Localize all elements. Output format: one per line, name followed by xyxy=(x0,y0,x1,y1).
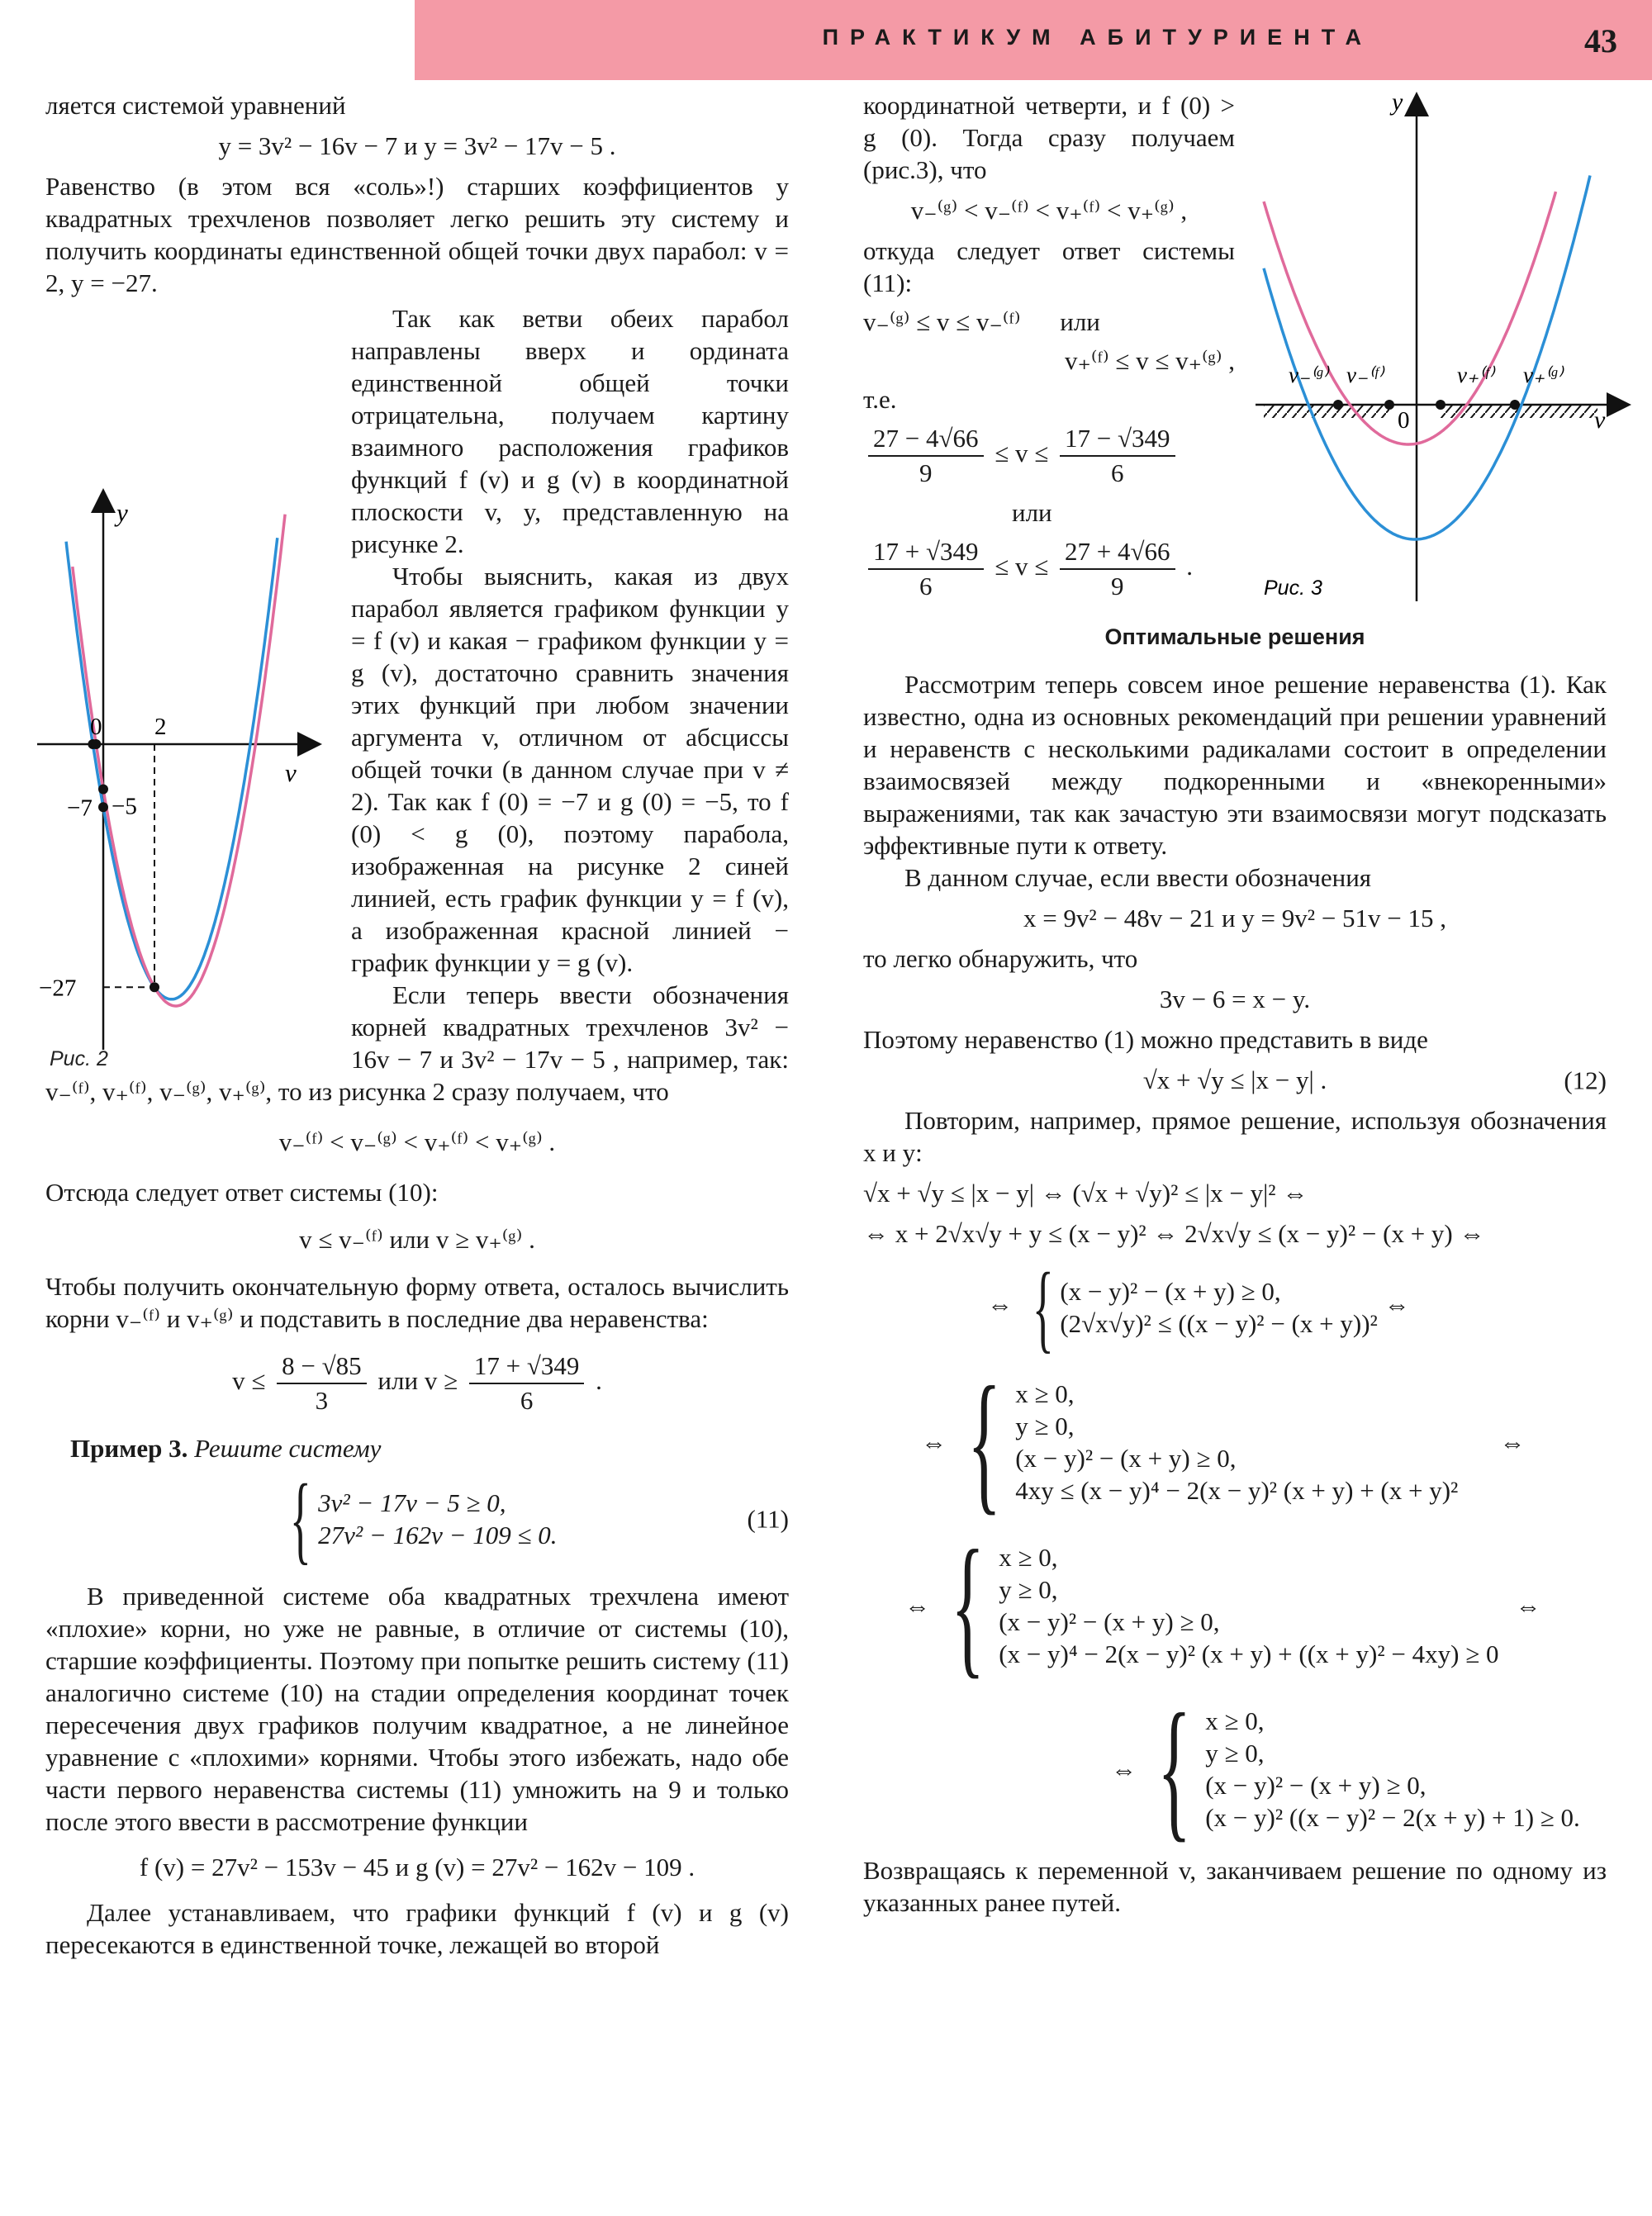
paragraph: Рассмотрим теперь совсем иное решение неравенства (1). Как известно, одна из основных рекомендаций при решении уравнений и неравенств с несколькими радикалами состоит в определении взаимосвязей между подкоренными и «внекоренными» выражениями, так как зачастую эти взаимосвязи могут подсказать эффективные пути к ответу. xyxy=(863,670,1607,860)
system-step-2: ⇔ { x ≥ 0, y ≥ 0, (x − y)² − (x + y) ≥ 0, 4xy ≤ (x − y)⁴ − 2(x − y)² (x + y) + (x + y)² ⇔ xyxy=(921,1355,1526,1529)
equation: v₋⁽ᶠ⁾ < v₋⁽ᵍ⁾ < v₊⁽ᶠ⁾ < v₊⁽ᵍ⁾ . xyxy=(278,1127,556,1156)
hatched-interval-left xyxy=(1264,405,1389,418)
equation-12: √x + √y ≤ |x − y| . (12) xyxy=(1142,1065,1607,1094)
system-step-3: ⇔ { x ≥ 0, y ≥ 0, (x − y)² − (x + y) ≥ 0, (x − y)⁴ − 2(x − y)² (x + y) + ((x + y)² − 4xy) ≥ 0 ⇔ xyxy=(904,1519,1541,1692)
system-step-1: ⇔ { (x − y)² − (x + y) ≥ 0, (2√x√y)² ≤ ((x − y)² − (x + y))² ⇔ xyxy=(987,1252,1410,1362)
figure-caption: Рис. 2 xyxy=(50,1047,108,1070)
root-label: v₋⁽ᶠ⁾ xyxy=(1346,363,1384,387)
paragraph: Повторим, например, прямое решение, используя обозначения x и y: xyxy=(863,1106,1607,1167)
paragraph: то легко обнаружить, что xyxy=(863,944,1138,973)
figure-2 xyxy=(37,302,343,1062)
paragraph: В приведенной системе оба квадратных трехчлена имеют «плохие» корни, но уже не равные, в отличие от системы (10), старшие коэффициенты. Поэтому при попытке решить систему (11) аналогично системе (10) на стадии определения координат точек пересечения двух графиков получим квадратное, а не линейное уравнение с «плохими» корнями. Чтобы этого избежать, надо обе части первого неравенства системы (11) умножить на 9 и только после этого ввести в рассмотрение функции xyxy=(45,1582,789,1836)
paragraph: Далее устанавливаем, что графики функций f (v) и g (v) пересекаются в единственной точке, лежащей во второй xyxy=(45,1898,789,1959)
equivalence-chain: ⇔ x + 2√x√y + y ≤ (x − y)² ⇔ 2√x√y ≤ (x − y)² − (x + y) ⇔ xyxy=(863,1219,1485,1248)
section-heading: Оптимальные решения xyxy=(1104,624,1365,649)
paragraph: т.е. xyxy=(863,385,897,414)
running-title: ПРАКТИКУМ АБИТУРИЕНТА xyxy=(822,25,1373,50)
equation: 3v − 6 = x − y. xyxy=(1159,985,1311,1013)
paragraph: Возвращаясь к переменной v, заканчиваем решение по одному из указанных ранее путей. xyxy=(863,1856,1607,1917)
y-axis-label: y xyxy=(1392,89,1403,116)
figure-3 xyxy=(1247,89,1635,618)
paragraph: координатной четверти, и f (0) > g (0). Тогда сразу получаем (рис.3), что xyxy=(863,91,1235,184)
tick-label-y: −7 xyxy=(67,795,93,822)
point-root-g-plus xyxy=(1510,400,1520,410)
example-heading: Пример 3. Решите систему xyxy=(70,1434,382,1463)
paragraph: Так как ветви обеих парабол направлены вверх и ордината единственной общей точки отрицательна, получаем картину взаимного расположения графиков функций f (v) и g (v) в координатной плоскости v, y, представленную на рисунке 2. xyxy=(351,304,789,558)
page-number: 43 xyxy=(1584,22,1617,59)
curve-g xyxy=(73,515,285,1006)
paragraph: Чтобы выяснить, какая из двух парабол является графиком функции y = f (v) и какая − графиком функции y = g (v), достаточно сравнить значения этих функций при любом значении аргумента v, отличном от абсциссы общей точки (в данном случае при v ≠ 2). Так как f (0) = −7 и g (0) = −5, то f (0) < g (0), поэтому парабола, изображенная на рисунке 2 синей линией, есть график функции y = f (v), а изображенная красной линией − график функции y = g (v). xyxy=(351,562,789,977)
paragraph: Отсюда следует ответ системы (10): xyxy=(45,1178,439,1207)
equation-number: (12) xyxy=(1564,1065,1607,1094)
paragraph: Чтобы получить окончательную форму ответа, осталось вычислить корни v₋⁽ᶠ⁾ и v₊⁽ᵍ⁾ и подставить в последние два неравенства: xyxy=(45,1272,789,1333)
figure-3-plot xyxy=(1247,89,1635,618)
origin-label: 0 xyxy=(90,714,102,740)
curve-g xyxy=(1264,176,1590,540)
fraction: $\frac{8 - √85}{3}$ xyxy=(277,1350,367,1417)
paragraph: ляется системой уравнений xyxy=(45,91,346,120)
origin-label: 0 xyxy=(1398,407,1410,434)
point-root-f-minus xyxy=(1384,400,1394,410)
x-axis-label: v xyxy=(285,758,297,787)
system-step-4: ⇔ { x ≥ 0, y ≥ 0, (x − y)² − (x + y) ≥ 0, (x − y)² ((x − y)² − 2(x + y) + 1) ≥ 0. xyxy=(1111,1682,1580,1856)
root-label: v₊⁽ᵍ⁾ xyxy=(1523,363,1563,387)
y-axis-label: y xyxy=(116,498,128,527)
left-column xyxy=(39,89,789,1961)
point-y-minus7 xyxy=(98,802,108,812)
equation: f (v) = 27v² − 153v − 45 и g (v) = 27v² − 162v − 109 . xyxy=(139,1853,695,1881)
point-root-g-minus xyxy=(1333,400,1343,410)
equation: v₋⁽ᵍ⁾ < v₋⁽ᶠ⁾ < v₊⁽ᶠ⁾ < v₊⁽ᵍ⁾ , xyxy=(910,196,1188,225)
point-root-f-plus xyxy=(1436,400,1446,410)
point-root-g xyxy=(91,739,101,749)
right-column: координатной четверти, и f (0) > g (0). Тогда сразу получаем (рис.3), что v₋⁽ᵍ⁾ < v₋⁽ᶠ⁾ < v₊⁽ᶠ⁾ < v₊⁽ᵍ⁾ , откуда следует ответ системы (11): v₋⁽ᵍ⁾ ≤ v ≤ v₋⁽ᶠ⁾ или v₊⁽ᶠ⁾ ≤ v ≤ v₊⁽ᵍ⁾ , т.е. $\frac{27 - 4√66}{9}$ ≤ v ≤ $\frac{17 - √349}{6}$ или $\frac{17 + √349}{6}$ ≤ v ≤ $\frac{27 + 4√66}{9}$ . Оптимальные решения Рассмотрим теперь совсем иное решение неравенства (1). Как известно, одна из основных рекомендаций при решении уравнений и неравенств с несколькими радикалами состоит в определении взаимосвязей между подкоренными и «внекоренными» выражениями, так как зачастую эти взаимосвязи могут подсказать эффективные пути к ответу. В данном случае, если ввести обозначения x = 9v² − 48v − 21 и y = 9v² − 51v − 15 , то легко обнаружить, что 3v − 6 = x − y. Поэтому неравенство (1) можно представить в виде √x + √y ≤ |x − y| . (12) Повторим, например, прямое решение, используя обозначения x и y: √x + √y ≤ |x − y| ⇔ (√x + √y)² ≤ |x − y|² ⇔ ⇔ x + 2√x√y + y ≤ (x − y)² ⇔ 2√x√y ≤ (x − y)² − (x + y) ⇔ ⇔ { (x − y)² − (x + y) ≥ 0, (2√x√y)² ≤ ((x − y)² − (x + y))² ⇔ ⇔ { x ≥ 0, y ≥ 0, (x − y)² − (x + y) ≥ 0, 4xy ≤ (x − y)⁴ − 2(x − y)² (x + y) + (x + y)² ⇔ ⇔ { x ≥ 0, y ≥ 0, (x − y)² − (x + y) ≥ 0, (x − y)⁴ − 2(x − y)² (x + y) + ((x + y)² − 4xy) ≥ 0 ⇔ ⇔ { x ≥ 0, y ≥ 0, (x − y)² − (x + y) ≥ 0, (x − y)² ((x − y)² − 2(x + y) + 1) ≥ 0. Возвращаясь к переменной v, заканчиваем решение по одному из указанных ранее путей. xyxy=(863,91,1607,1917)
curve-f xyxy=(66,538,278,999)
equation: y = 3v² − 16v − 7 и y = 3v² − 17v − 5 . xyxy=(218,131,616,160)
fraction: $\frac{17 + √349}{6}$ xyxy=(469,1350,585,1417)
equation-answer: v ≤ $\frac{8 - √85}{3}$ или v ≥ $\frac{17 + √349}{6}$ . xyxy=(45,1350,789,1417)
paragraph: Если теперь ввести обозначения корней квадратных трехчленов 3v² − 16v − 7 и 3v² − 17v − 5 , например, так: v₋⁽ᶠ⁾, v₊⁽ᶠ⁾, v₋⁽ᵍ⁾, v₊⁽ᵍ⁾, то из рисунка 2 сразу получаем, что xyxy=(45,980,789,1106)
answer-interval-1: $\frac{27 - 4√66}{9}$ ≤ v ≤ $\frac{17 - √349}{6}$ xyxy=(863,422,1235,490)
equation: v₊⁽ᶠ⁾ ≤ v ≤ v₊⁽ᵍ⁾ , xyxy=(1065,346,1235,375)
header-band xyxy=(415,0,1652,80)
root-label: v₋⁽ᵍ⁾ xyxy=(1289,363,1328,387)
x-axis-label: v xyxy=(1594,406,1606,434)
paragraph: В данном случае, если ввести обозначения xyxy=(904,863,1372,892)
point-y-minus5 xyxy=(98,785,108,795)
equation-number: (11) xyxy=(747,1504,789,1534)
brace: { xyxy=(290,1464,312,1573)
tick-label-y: −5 xyxy=(112,793,137,820)
equation: v₋⁽ᵍ⁾ ≤ v ≤ v₋⁽ᶠ⁾ или xyxy=(863,307,1100,336)
equation: x = 9v² − 48v − 21 и y = 9v² − 51v − 15 , xyxy=(1023,904,1447,932)
paragraph: Равенство (в этом вся «соль»!) старших коэффициентов у квадратных трехчленов позволяет легко решить эту систему и получить координаты единственной общей точки двух парабол: v = 2, y = −27. xyxy=(45,172,789,297)
figure-2-plot xyxy=(37,302,343,1062)
answer-interval-2: $\frac{17 + √349}{6}$ ≤ v ≤ $\frac{27 + 4√66}{9}$ . xyxy=(863,535,1235,603)
point-common xyxy=(150,982,159,992)
figure-caption: Рис. 3 xyxy=(1264,577,1322,600)
tick-label-x: 2 xyxy=(154,714,167,740)
tick-label-y: −27 xyxy=(39,975,77,1002)
paragraph: откуда следует ответ системы (11): xyxy=(863,236,1235,297)
equivalence-chain: √x + √y ≤ |x − y| ⇔ (√x + √y)² ≤ |x − y|² ⇔ xyxy=(863,1179,1308,1208)
system-11: { 3v² − 17v − 5 ≥ 0, 27v² − 162v − 109 ≤ 0. (11) xyxy=(290,1464,789,1573)
root-label: v₊⁽ᶠ⁾ xyxy=(1457,363,1494,387)
equation: v ≤ v₋⁽ᶠ⁾ или v ≥ v₊⁽ᵍ⁾ . xyxy=(299,1225,535,1254)
paragraph: Поэтому неравенство (1) можно представить в виде xyxy=(863,1025,1428,1054)
